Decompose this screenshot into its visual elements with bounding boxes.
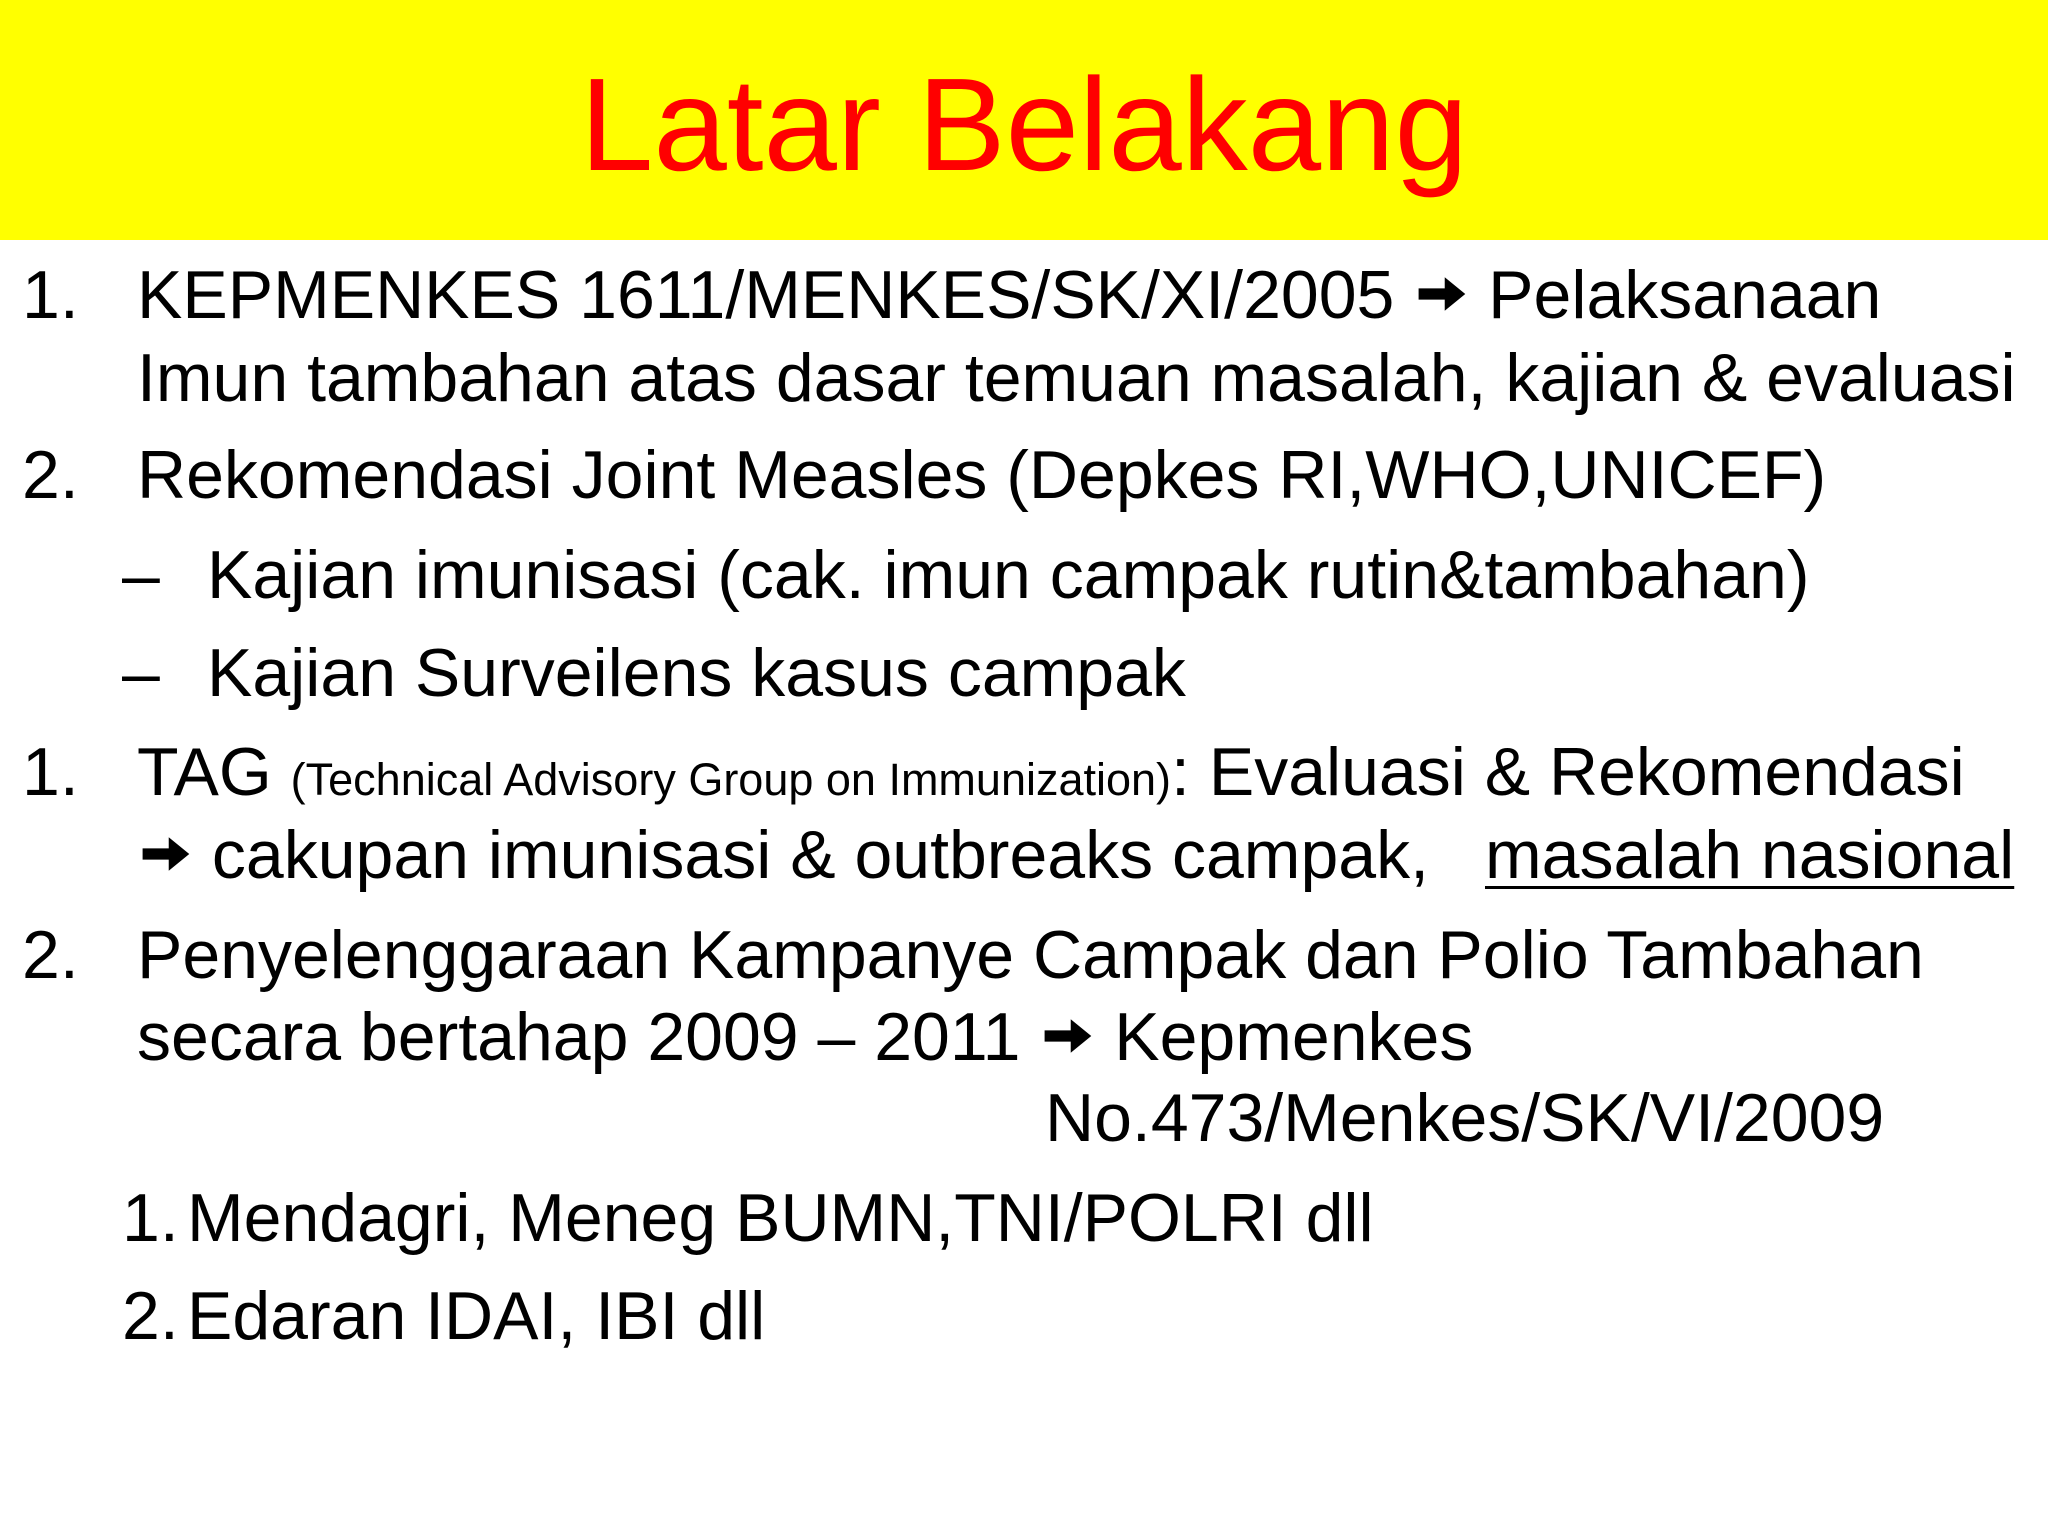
item-1-line1-text: KEPMENKES 1611/MENKES/SK/XI/2005 <box>137 257 1395 333</box>
item-1-line1 <box>137 255 1881 335</box>
item-2-sub-1-text: Kajian imunisasi (cak. imun campak rutin&tambahan) <box>207 537 1810 613</box>
item-3-line1-rest: : Evaluasi & Rekomendasi <box>1171 734 1965 810</box>
item-2-sub-2-dash: – <box>122 635 160 711</box>
item-4-line2-after-arrow: Kepmenkes <box>1114 999 1474 1075</box>
item-2-number: 2. <box>22 437 79 513</box>
item-3-tag-detail: (Technical Advisory Group on Immunization) <box>290 754 1172 805</box>
item-4-line3: No.473/Menkes/SK/VI/2009 <box>1045 1080 1885 1156</box>
item-1-number: 1. <box>22 257 79 333</box>
item-1-line1-after-arrow: Pelaksanaan <box>1488 257 1882 333</box>
item-4-line1: Penyelenggaraan Kampanye Campak dan Polio Tambahan <box>137 917 1924 993</box>
right-arrow-icon <box>1413 266 1469 322</box>
item-3-line2 <box>137 815 1429 895</box>
item-2-sub-1-dash: – <box>122 537 160 613</box>
item-4-sub-1-text: Mendagri, Meneg BUMN,TNI/POLRI dll <box>187 1180 1374 1256</box>
item-4-sub-2-number: 2. <box>122 1278 179 1354</box>
item-4-line2-text: secara bertahap 2009 – 2011 <box>137 999 1021 1075</box>
item-3-tag: TAG <box>137 734 272 810</box>
item-3-underlined-text: masalah nasional <box>1485 817 2015 893</box>
right-arrow-icon <box>137 826 193 882</box>
item-4-sub-1-number: 1. <box>122 1180 179 1256</box>
item-4-number: 2. <box>22 917 79 993</box>
item-3-number: 1. <box>22 734 79 810</box>
item-2-sub-2-text: Kajian Surveilens kasus campak <box>207 635 1186 711</box>
item-4-sub-2-text: Edaran IDAI, IBI dll <box>187 1278 766 1354</box>
slide-title: Latar Belakang <box>580 51 1468 198</box>
item-3-line1 <box>137 732 1965 820</box>
item-4-line2 <box>137 997 1473 1077</box>
item-1-line2: Imun tambahan atas dasar temuan masalah, kajian & evaluasi <box>137 340 2016 416</box>
item-3-line2-text: cakupan imunisasi & outbreaks campak, <box>211 817 1429 893</box>
item-2-line1: Rekomendasi Joint Measles (Depkes RI,WHO,UNICEF) <box>137 437 1827 513</box>
right-arrow-icon <box>1039 1008 1095 1064</box>
